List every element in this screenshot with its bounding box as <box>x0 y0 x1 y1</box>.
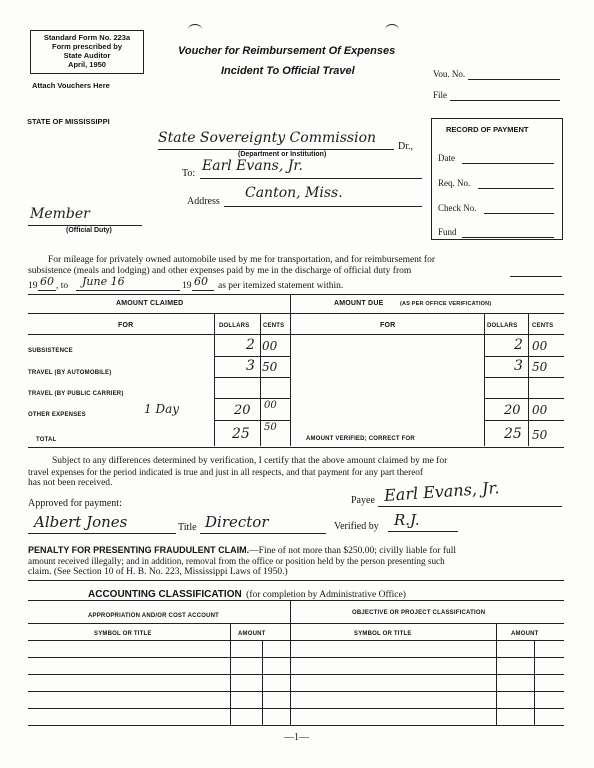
amount-header-right: AMOUNT <box>511 631 539 637</box>
row-rule <box>214 398 290 399</box>
amount-header-left: AMOUNT <box>238 631 266 637</box>
row-label-travel-auto: TRAVEL (BY AUTOMOBILE) <box>28 370 112 376</box>
amount-verified-label: AMOUNT VERIFIED; CORRECT FOR <box>306 436 415 442</box>
amount-claimed-header: AMOUNT CLAIMED <box>116 300 184 307</box>
accounting-col-divider <box>290 600 291 725</box>
table-col-divider <box>214 334 215 446</box>
to-date-value[interactable]: June 16 <box>82 275 125 288</box>
title-label: Title <box>178 522 197 533</box>
row-label-subsistence: SUBSISTENCE <box>28 348 73 354</box>
record-of-payment-box <box>431 118 563 240</box>
claimed-cents[interactable]: 00 <box>262 339 278 353</box>
accounting-note: (for completion by Administrative Office) <box>246 590 406 600</box>
to-word: , to <box>56 281 69 291</box>
payee-label: Payee <box>351 495 375 506</box>
voucher-number-field[interactable] <box>468 79 560 80</box>
approver-signature[interactable]: Albert Jones <box>34 513 128 531</box>
intro-line-1: For mileage for privately owned automobile used by me for transportation, and for reimbursement for <box>48 255 436 265</box>
payee-signature-line <box>378 506 562 507</box>
symbol-header-right: SYMBOL OR TITLE <box>354 631 412 637</box>
year-line-2 <box>192 290 214 291</box>
address-label: Address <box>187 196 220 207</box>
from-date-line <box>510 276 562 277</box>
official-duty-line <box>28 225 142 226</box>
check-number-label: Check No. <box>438 203 477 213</box>
for-header-claimed: FOR <box>118 322 134 329</box>
accounting-col-divider <box>534 640 535 725</box>
address-value[interactable]: Canton, Miss. <box>245 185 343 201</box>
row-rule <box>214 356 290 357</box>
accounting-title: ACCOUNTING CLASSIFICATION <box>88 589 242 600</box>
to-label: To: <box>182 168 196 179</box>
department-caption: (Department or Institution) <box>238 151 327 158</box>
claimed-cents[interactable]: 50 <box>264 422 277 433</box>
check-number-field[interactable] <box>484 213 554 214</box>
row-label-total: TOTAL <box>36 437 57 443</box>
payee-name-value[interactable]: Earl Evans, Jr. <box>202 158 303 174</box>
penalty-line-1: —Fine of not more than $250.00; civilly liable for full <box>249 546 457 556</box>
year-prefix-1: 19 <box>28 281 38 291</box>
department-line <box>158 149 394 150</box>
fund-field[interactable] <box>462 237 554 238</box>
official-duty-caption: (Official Duty) <box>66 227 112 234</box>
verified-signature[interactable]: R.J. <box>394 511 420 529</box>
record-of-payment-title: RECORD OF PAYMENT <box>446 125 529 134</box>
standard-form-line: April, 1950 <box>68 60 106 69</box>
dollars-header-due: DOLLARS <box>487 323 518 329</box>
payee-signature[interactable]: Earl Evans, Jr. <box>383 477 500 506</box>
form-title: Voucher for Reimbursement Of Expenses <box>178 45 396 57</box>
department-dr: Dr., <box>398 141 413 152</box>
standard-form-line: State Auditor <box>63 51 111 60</box>
due-dollars[interactable]: 3 <box>514 358 523 374</box>
payment-date-label: Date <box>438 153 455 163</box>
title-value[interactable]: Director <box>205 513 269 531</box>
fund-label: Fund <box>438 227 457 237</box>
year-value-2[interactable]: 60 <box>194 275 208 288</box>
page-number: —1— <box>284 732 309 743</box>
verified-line <box>388 531 458 532</box>
penalty-line-3: claim. (See Section 10 of H. B. No. 223, Mississippi Laws of 1950.) <box>28 567 288 577</box>
objective-header: OBJECTIVE OR PROJECT CLASSIFICATION <box>352 610 486 616</box>
accounting-subheader-rule <box>28 623 564 624</box>
punch-mark-right <box>385 24 399 35</box>
address-line <box>224 206 422 207</box>
due-dollars[interactable]: 20 <box>504 403 521 418</box>
intro-suffix: as per itemized statement within. <box>218 281 344 291</box>
dollars-header-claimed: DOLLARS <box>219 323 250 329</box>
table-col-divider <box>484 314 485 446</box>
claimed-cents[interactable]: 00 <box>264 400 277 411</box>
other-expenses-note[interactable]: 1 Day <box>144 402 180 416</box>
table-col-divider <box>214 314 215 334</box>
approver-signature-line <box>28 533 176 534</box>
accounting-header-rule <box>28 600 564 601</box>
approved-label: Approved for payment: <box>28 498 122 509</box>
official-duty-value[interactable]: Member <box>30 206 90 222</box>
row-rule <box>484 356 564 357</box>
due-dollars[interactable]: 25 <box>504 426 522 442</box>
claimed-dollars[interactable]: 3 <box>246 358 255 374</box>
accounting-row-rule <box>28 708 564 709</box>
to-date-line <box>76 290 180 291</box>
accounting-col-divider <box>262 640 263 725</box>
accounting-top-rule <box>28 580 564 581</box>
certify-line-3: has not been received. <box>28 478 113 488</box>
req-number-field[interactable] <box>478 188 554 189</box>
file-field[interactable] <box>450 100 560 101</box>
cents-header-claimed: CENTS <box>263 323 285 329</box>
for-header-due: FOR <box>380 322 396 329</box>
due-cents[interactable]: 00 <box>532 403 548 417</box>
certify-line-2: travel expenses for the period indicated is true and just in all respects, and that payment for any part thereof <box>28 467 423 477</box>
due-cents[interactable]: 50 <box>532 428 548 442</box>
payee-line <box>200 178 422 179</box>
due-cents[interactable]: 50 <box>532 360 548 374</box>
cents-header-due: CENTS <box>532 323 554 329</box>
standard-form-line: Form prescribed by <box>51 42 123 51</box>
row-rule <box>484 377 564 378</box>
table-col-divider <box>290 294 291 446</box>
due-dollars[interactable]: 2 <box>514 337 523 353</box>
accounting-bottom-rule <box>28 725 564 726</box>
table-col-divider <box>528 314 529 446</box>
accounting-row-rule <box>28 657 564 658</box>
claimed-dollars[interactable]: 20 <box>234 403 251 418</box>
amount-due-header: AMOUNT DUE <box>334 300 384 307</box>
year-prefix-2: 19 <box>182 281 192 291</box>
voucher-number-label: Vou. No. <box>433 69 466 79</box>
certify-line-1: Subject to any differences determined by verification, I certify that the above amount claimed by me for <box>52 456 448 466</box>
title-line <box>200 533 326 534</box>
form-subtitle: Incident To Official Travel <box>221 65 355 77</box>
row-rule <box>214 420 290 421</box>
attach-vouchers-label: Attach Vouchers Here <box>32 81 110 90</box>
accounting-row-rule <box>28 691 564 692</box>
table-col-divider <box>260 314 261 446</box>
accounting-row-rule <box>28 674 564 675</box>
state-label: STATE OF MISSISSIPPI <box>27 117 110 126</box>
due-cents[interactable]: 00 <box>532 339 548 353</box>
department-value[interactable]: State Sovereignty Commission <box>158 130 377 146</box>
year-line-1 <box>38 290 56 291</box>
file-label: File <box>433 90 448 100</box>
appropriation-header: APPROPRIATION AND/OR COST ACCOUNT <box>88 613 220 619</box>
intro-line-2: subsistence (meals and lodging) and other expenses paid by me in the discharge of official duty from <box>28 266 412 276</box>
symbol-header-left: SYMBOL OR TITLE <box>94 631 152 637</box>
punch-mark-left <box>188 24 202 35</box>
row-rule <box>484 420 564 421</box>
standard-form-line: Standard Form No. 223a <box>43 33 131 42</box>
standard-form-box <box>30 30 144 74</box>
claimed-cents[interactable]: 50 <box>262 360 278 374</box>
penalty-line-2: amount received illegally; and in addition, removal from the office or position held by the person presenting such <box>28 556 445 566</box>
penalty-heading: PENALTY FOR PRESENTING FRAUDULENT CLAIM. <box>28 545 250 555</box>
year-value-1[interactable]: 60 <box>40 275 54 288</box>
accounting-col-header-rule <box>28 640 564 641</box>
row-label-other-expenses: OTHER EXPENSES <box>28 412 86 418</box>
claimed-dollars[interactable]: 25 <box>232 426 250 442</box>
row-rule <box>484 398 564 399</box>
row-rule <box>214 377 290 378</box>
amount-due-note: (AS PER OFFICE VERIFICATION) <box>400 301 492 307</box>
payment-date-field[interactable] <box>462 163 554 164</box>
verified-label: Verified by <box>334 521 379 532</box>
req-number-label: Req. No. <box>438 178 471 188</box>
claimed-dollars[interactable]: 2 <box>246 337 255 353</box>
row-label-travel-public: TRAVEL (BY PUBLIC CARRIER) <box>28 391 124 397</box>
